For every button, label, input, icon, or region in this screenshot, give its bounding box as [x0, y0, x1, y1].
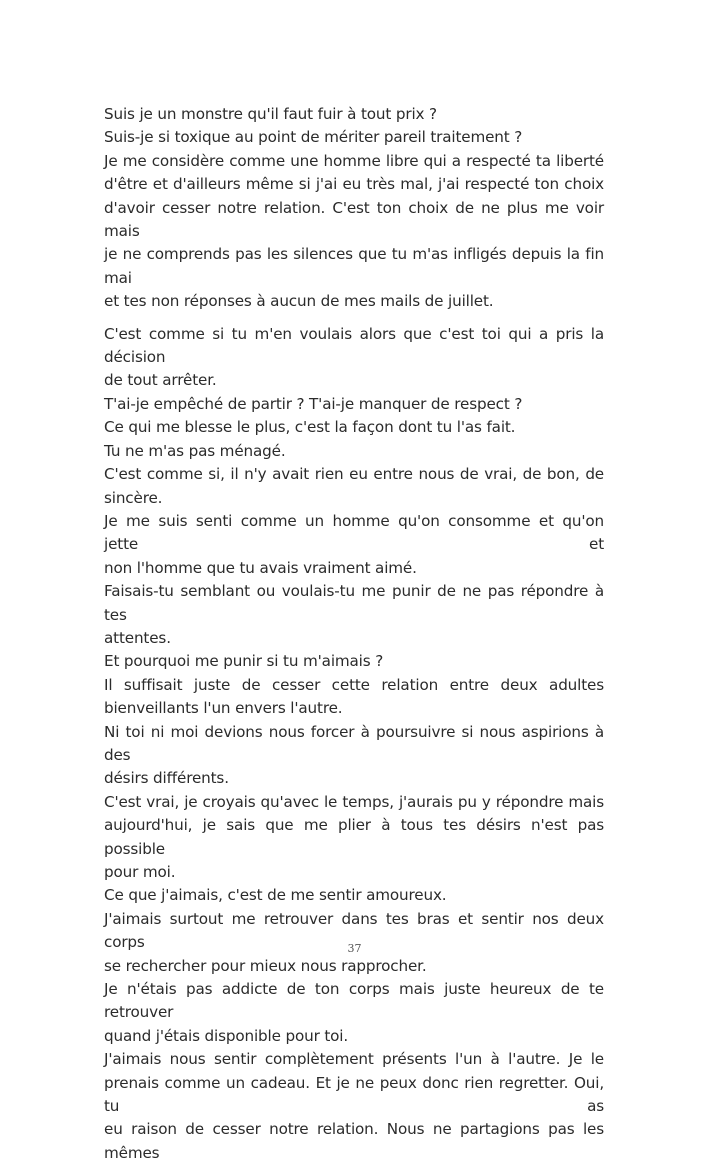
paragraph — [104, 323, 604, 393]
text-line: se rechercher pour mieux nous rapprocher. — [104, 956, 427, 975]
text-line: de tout arrêter. — [104, 371, 217, 390]
text-line: Je n'étais pas addicte de ton corps mais juste heureux de te retrouver — [104, 980, 604, 1022]
text-line: Je me suis senti comme un homme qu'on consomme et qu'on jette et — [104, 511, 604, 554]
text-line: Il suffisait juste de cesser cette relation entre deux adultes — [104, 675, 604, 694]
text-line: Ce qui me blesse le plus, c'est la façon dont tu l'as fait. — [104, 418, 516, 437]
paragraph — [104, 580, 604, 650]
text-line: Et pourquoi me punir si tu m'aimais ? — [104, 652, 384, 671]
text-line: C'est comme si tu m'en voulais alors que c'est toi qui a pris la décision — [104, 324, 604, 367]
text-line: T'ai-je empêché de partir ? T'ai-je manquer de respect ? — [104, 394, 523, 413]
text-line: bienveillants l'un envers l'autre. — [104, 699, 343, 718]
paragraph — [104, 463, 604, 510]
paragraph — [104, 674, 604, 721]
text-line: Ni toi ni moi devions nous forcer à poursuivre si nous aspirions à des — [104, 722, 604, 764]
text-line: Suis je un monstre qu'il faut fuir à tout prix ? — [104, 105, 437, 123]
paragraph — [104, 440, 604, 463]
text-line: J'aimais nous sentir complètement présents l'un à l'autre. Je le — [104, 1050, 604, 1069]
paragraph — [104, 1048, 604, 1165]
paragraph — [104, 978, 604, 1048]
paragraph — [104, 721, 604, 791]
text-line: d'être et d'ailleurs même si j'ai eu très mal, j'ai respecté ton choix — [104, 175, 604, 194]
text-line: je ne comprends pas les silences que tu m'as infligés depuis la fin mai — [104, 245, 604, 287]
text-line: Suis-je si toxique au point de mériter pareil traitement ? — [104, 128, 523, 147]
text-line: eu raison de cesser notre relation. Nous ne partagions pas les mêmes — [104, 1120, 604, 1162]
paragraph — [104, 416, 604, 439]
text-line: C'est vrai, je croyais qu'avec le temps, j'aurais pu y répondre mais — [104, 792, 604, 811]
text-line: J'aimais surtout me retrouver dans tes bras et sentir nos deux corps — [104, 909, 604, 952]
text-line: Faisais-tu semblant ou voulais-tu me punir de ne pas répondre à tes — [104, 582, 604, 624]
paragraph — [104, 393, 604, 416]
paragraph — [104, 510, 604, 580]
text-line: non l'homme que tu avais vraiment aimé. — [104, 558, 417, 577]
text-line: aujourd'hui, je sais que me plier à tous tes désirs n'est pas possible — [104, 816, 604, 858]
text-line: d'avoir cesser notre relation. C'est ton choix de ne plus me voir mais — [104, 198, 604, 241]
text-line: désirs différents. — [104, 769, 229, 788]
page-number: 37 — [347, 942, 362, 955]
paragraph — [104, 791, 604, 885]
text-line: Tu ne m'as pas ménagé. — [104, 441, 286, 460]
paragraph — [104, 103, 604, 126]
text-line: pour moi. — [104, 863, 176, 881]
text-line: C'est comme si, il n'y avait rien eu entre nous de vrai, de bon, de — [104, 465, 604, 484]
paragraph — [104, 884, 604, 907]
text-line: Ce que j'aimais, c'est de me sentir amoureux. — [104, 886, 447, 905]
paragraph — [104, 650, 604, 673]
text-line: Je me considère comme une homme libre qui a respecté ta liberté — [104, 151, 604, 170]
text-line: et tes non réponses à aucun de mes mails de juillet. — [104, 292, 494, 311]
page-body — [104, 103, 604, 1165]
text-line: quand j'étais disponible pour toi. — [104, 1026, 349, 1045]
text-line: sincère. — [104, 488, 163, 507]
text-line: prenais comme un cadeau. Et je ne peux donc rien regretter. Oui, tu as — [104, 1073, 604, 1116]
paragraph — [104, 126, 604, 149]
text-line: attentes. — [104, 628, 171, 647]
paragraph — [104, 150, 604, 314]
